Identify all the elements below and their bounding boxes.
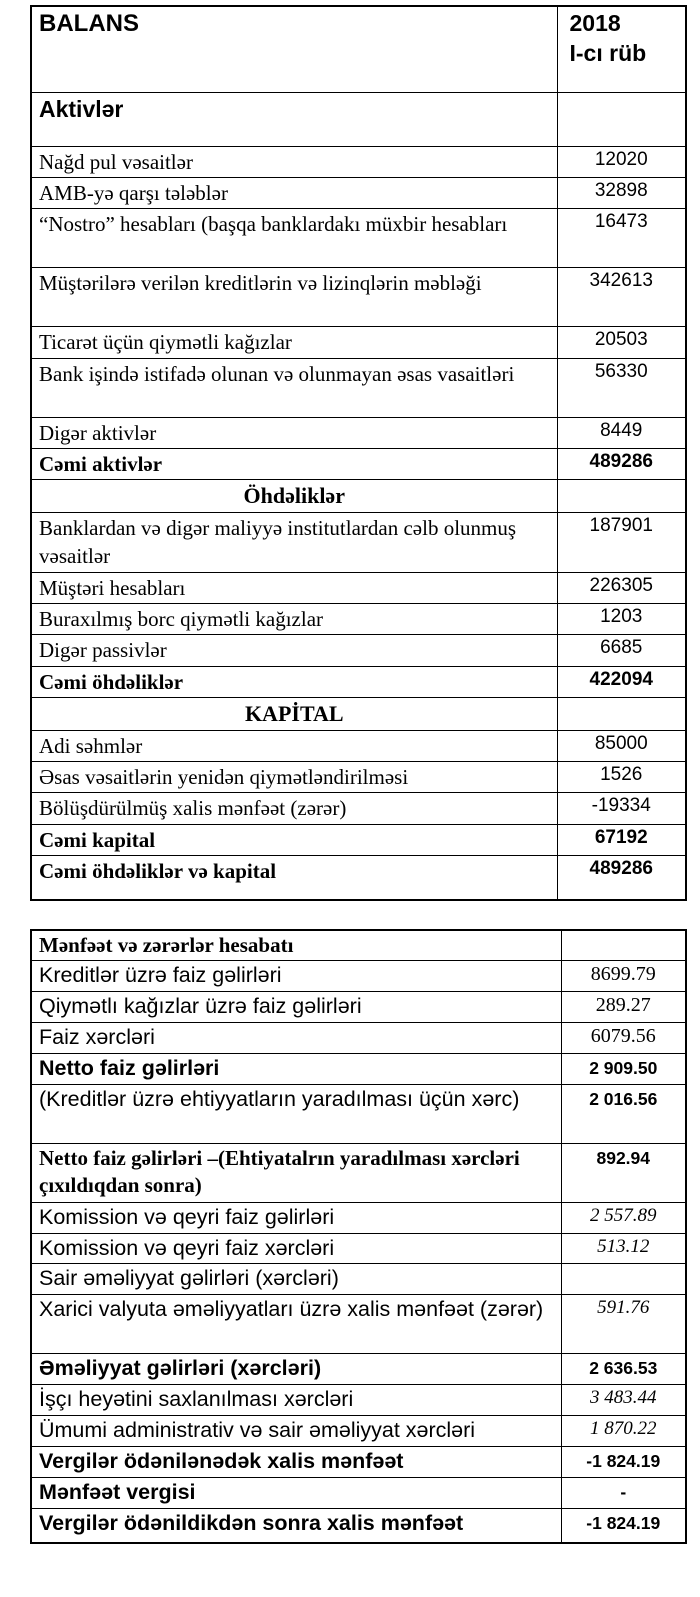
- row-label: Mənfəət vergisi: [31, 1478, 561, 1509]
- table-row: [31, 960, 686, 991]
- row-value: 591.76: [561, 1295, 686, 1354]
- row-label: Müştərilərə verilən kreditlərin və lizinqlərin məbləği: [31, 268, 557, 327]
- row-value: 489286: [557, 448, 686, 479]
- row-label: Nağd pul vəsaitlər: [31, 146, 557, 177]
- row-value: 8449: [557, 417, 686, 448]
- row-label: Kreditlər üzrə faiz gəlirləri: [31, 960, 561, 991]
- row-value: 489286: [557, 856, 686, 900]
- row-label: Netto faiz gəlirləri: [31, 1053, 561, 1084]
- table-row: [31, 730, 686, 761]
- row-value: 226305: [557, 572, 686, 603]
- row-label: Cəmi öhdəliklər və kapital: [31, 856, 557, 900]
- row-value: -19334: [557, 793, 686, 824]
- row-value: 2 557.89: [561, 1202, 686, 1233]
- row-label: Qiymətlı kağızlar üzrə faiz gəlirləri: [31, 991, 561, 1022]
- row-value: 1203: [557, 603, 686, 634]
- table-row: [31, 991, 686, 1022]
- row-value: 513.12: [561, 1233, 686, 1264]
- row-label: Digər passivlər: [31, 635, 557, 666]
- row-label: Banklardan və digər maliyyə institutlardan cəlb olunmuş vəsaitlər: [31, 512, 557, 572]
- row-value: 2 909.50: [561, 1053, 686, 1084]
- row-label: Əməliyyat gəlirləri (xərcləri): [31, 1354, 561, 1385]
- total-row-net-interest-after-provisions: [31, 1143, 686, 1202]
- balance-table: [30, 5, 687, 901]
- total-row-liabilities-and-capital: [31, 856, 686, 900]
- row-label: Faiz xərcləri: [31, 1022, 561, 1053]
- table-row: [31, 268, 686, 327]
- table-row: [31, 1233, 686, 1264]
- row-value: 16473: [557, 209, 686, 268]
- row-value: 2 636.53: [561, 1354, 686, 1385]
- table-row: [31, 209, 686, 268]
- row-label: “Nostro” hesabları (başqa banklardakı müxbir hesabları: [31, 209, 557, 268]
- row-value: [557, 92, 686, 146]
- total-row-liabilities: [31, 666, 686, 697]
- row-profit-tax: [31, 1478, 686, 1509]
- section-row-assets: [31, 92, 686, 146]
- section-row-liabilities: [31, 480, 686, 513]
- row-value: 892.94: [561, 1143, 686, 1202]
- row-value: 20503: [557, 327, 686, 358]
- balance-title: BALANS: [31, 6, 557, 92]
- table-row: [31, 327, 686, 358]
- row-label: Xarici valyuta əməliyyatları üzrə xalis mənfəət (zərər): [31, 1295, 561, 1354]
- section-row-capital: [31, 697, 686, 730]
- table-row: [31, 1022, 686, 1053]
- table-row: [31, 762, 686, 793]
- table-row: [31, 1295, 686, 1354]
- row-label: Aktivlər: [31, 92, 557, 146]
- row-label: Cəmi kapital: [31, 824, 557, 855]
- row-label: Sair əməliyyat gəlirləri (xərcləri): [31, 1264, 561, 1295]
- total-row-operating-income: [31, 1354, 686, 1385]
- row-label: Komission və qeyri faiz xərcləri: [31, 1233, 561, 1264]
- row-value: 187901: [557, 512, 686, 572]
- row-value: [557, 697, 686, 730]
- table-row: [31, 358, 686, 417]
- period-quarter: I-cı rüb: [569, 39, 647, 66]
- total-row-capital: [31, 824, 686, 855]
- table-row: [31, 603, 686, 634]
- table-row: [31, 1264, 686, 1295]
- row-label: Ümumi administrativ və sair əməliyyat xərcləri: [31, 1416, 561, 1447]
- total-row-net-interest: [31, 1053, 686, 1084]
- row-value: 3 483.44: [561, 1385, 686, 1416]
- total-row-assets: [31, 448, 686, 479]
- row-label: (Kreditlər üzrə ehtiyyatların yaradılması üçün xərc): [31, 1084, 561, 1143]
- row-label: Adi səhmlər: [31, 730, 557, 761]
- row-label: KAPİTAL: [31, 697, 557, 730]
- table-row: [31, 417, 686, 448]
- row-label: Vergilər ödənilənədək xalis mənfəət: [31, 1447, 561, 1478]
- row-value: 8699.79: [561, 960, 686, 991]
- profit-loss-table: [30, 929, 687, 1544]
- row-value: 1526: [557, 762, 686, 793]
- row-label: Ticarət üçün qiymətli kağızlar: [31, 327, 557, 358]
- row-value: 289.27: [561, 991, 686, 1022]
- row-label: Bank işində istifadə olunan və olunmayan əsas vasaitləri: [31, 358, 557, 417]
- row-value: 12020: [557, 146, 686, 177]
- table-row: [31, 1084, 686, 1143]
- row-value: 2 016.56: [561, 1084, 686, 1143]
- table-row: [31, 512, 686, 572]
- row-value: -: [561, 1478, 686, 1509]
- row-label: Öhdəliklər: [31, 480, 557, 513]
- row-label: İşçı heyətini saxlanılması xərcləri: [31, 1385, 561, 1416]
- table-row: [31, 572, 686, 603]
- row-value: -1 824.19: [561, 1509, 686, 1543]
- row-label: Digər aktivlər: [31, 417, 557, 448]
- row-value: 56330: [557, 358, 686, 417]
- table-row: [31, 177, 686, 208]
- total-row-profit-after-tax: [31, 1509, 686, 1543]
- table-row: [31, 793, 686, 824]
- row-value: 6685: [557, 635, 686, 666]
- table-row: [31, 1385, 686, 1416]
- table-row: [31, 146, 686, 177]
- table-header-row: [31, 6, 686, 92]
- row-value: 422094: [557, 666, 686, 697]
- period-cell: [557, 6, 686, 92]
- row-value: 1 870.22: [561, 1416, 686, 1447]
- row-value: 32898: [557, 177, 686, 208]
- row-value: 85000: [557, 730, 686, 761]
- table-row: [31, 1202, 686, 1233]
- row-label: Cəmi aktivlər: [31, 448, 557, 479]
- row-label: AMB-yə qarşı tələblər: [31, 177, 557, 208]
- row-label: Mənfəət və zərərlər hesabatı: [31, 930, 561, 961]
- row-value: 6079.56: [561, 1022, 686, 1053]
- row-value: -1 824.19: [561, 1447, 686, 1478]
- row-label: Cəmi öhdəliklər: [31, 666, 557, 697]
- row-label: Vergilər ödənildikdən sonra xalis mənfəət: [31, 1509, 561, 1543]
- table-row: [31, 635, 686, 666]
- row-value: [557, 480, 686, 513]
- row-label: Buraxılmış borc qiymətli kağızlar: [31, 603, 557, 634]
- row-value: 67192: [557, 824, 686, 855]
- row-label: Komission və qeyri faiz gəlirləri: [31, 1202, 561, 1233]
- row-label: Netto faiz gəlirləri –(Ehtiyatalrın yaradılması xərcləri çıxıldıqdan sonra): [31, 1143, 561, 1202]
- row-label: Bölüşdürülmüş xalis mənfəət (zərər): [31, 793, 557, 824]
- table-row: [31, 1416, 686, 1447]
- row-value: [561, 1264, 686, 1295]
- pl-header-row: [31, 930, 686, 961]
- row-label: Müştəri hesabları: [31, 572, 557, 603]
- row-value: 342613: [557, 268, 686, 327]
- row-value: [561, 930, 686, 961]
- total-row-profit-before-tax: [31, 1447, 686, 1478]
- row-label: Əsas vəsaitlərin yenidən qiymətləndirilməsi: [31, 762, 557, 793]
- period-year: 2018: [569, 10, 621, 36]
